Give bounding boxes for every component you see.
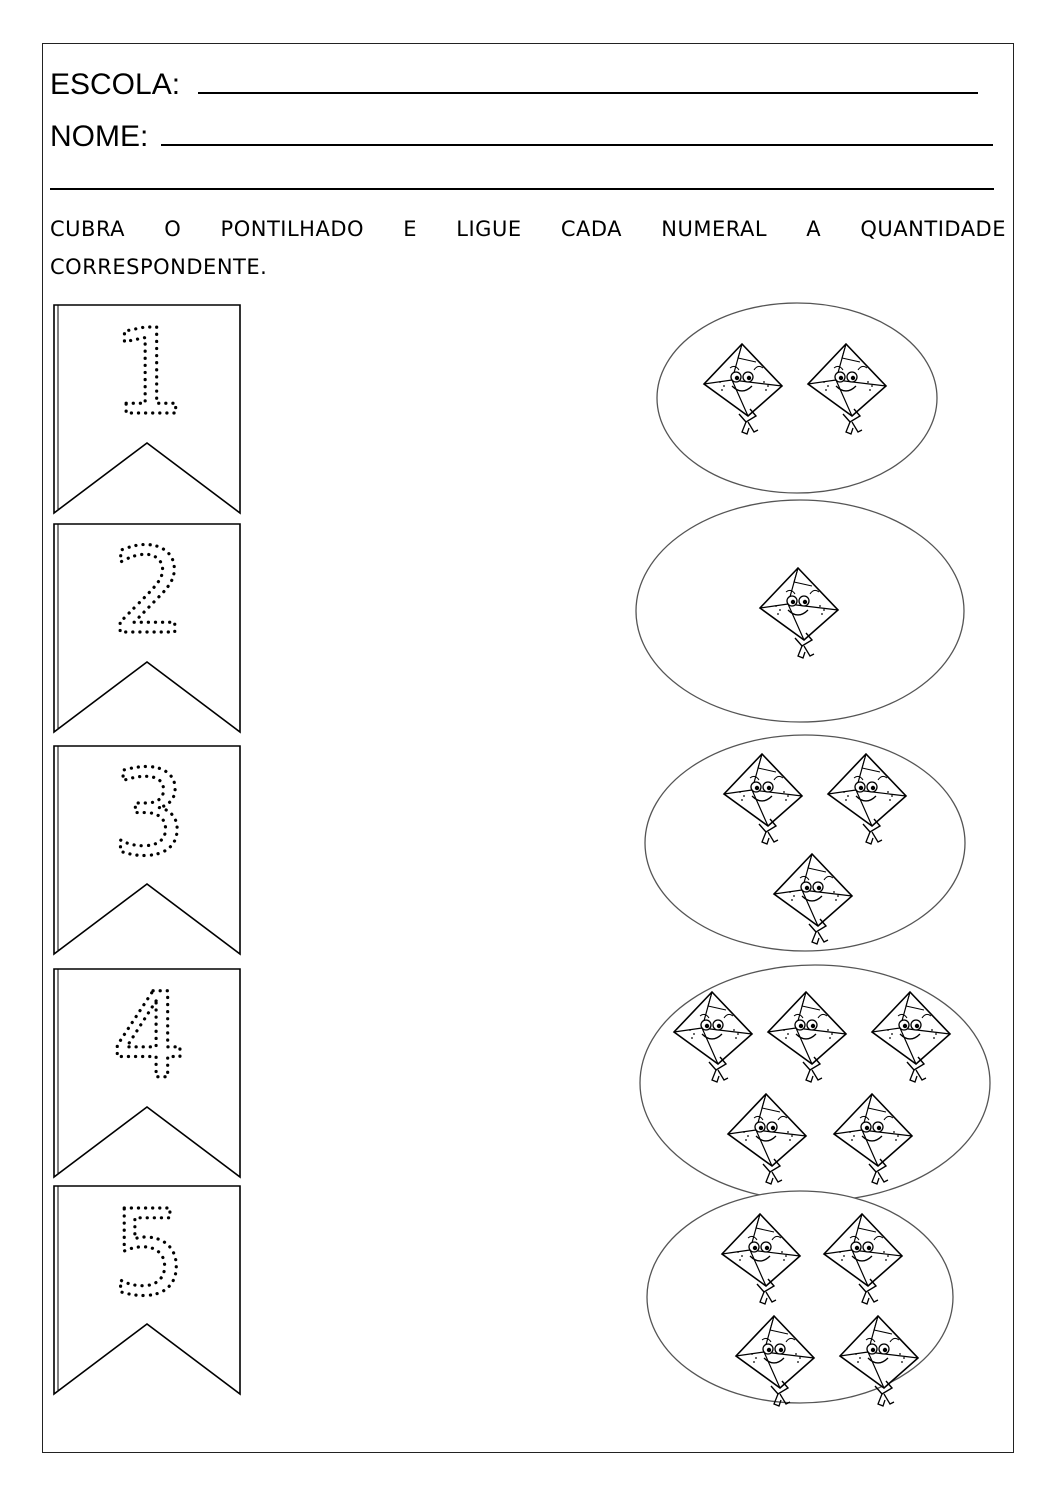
dotted-numeral[interactable]: 5 — [111, 1184, 187, 1322]
numeral-banner[interactable] — [54, 967, 240, 1177]
kite-group[interactable] — [657, 303, 937, 493]
numeral-banners — [54, 303, 240, 1394]
dotted-numeral[interactable]: 3 — [111, 744, 187, 882]
kite-groups — [636, 303, 990, 1406]
numeral-banner[interactable] — [54, 522, 240, 732]
instruction-line-2: CORRESPONDENTE. — [50, 255, 268, 279]
group-ellipse — [645, 735, 965, 951]
dotted-numeral[interactable]: 1 — [111, 303, 187, 441]
kite-group[interactable] — [647, 1191, 953, 1406]
dotted-numeral[interactable]: 4 — [111, 967, 187, 1105]
school-label: ESCOLA: — [50, 68, 181, 101]
kite-group[interactable] — [640, 965, 990, 1201]
numeral-banner[interactable] — [54, 744, 240, 954]
dotted-numeral[interactable]: 2 — [111, 522, 187, 660]
kite-group[interactable] — [645, 735, 965, 951]
numeral-banner[interactable] — [54, 303, 240, 513]
name-label: NOME: — [50, 120, 149, 153]
group-ellipse — [657, 303, 937, 493]
kite-group[interactable] — [636, 500, 964, 722]
numeral-banner[interactable] — [54, 1184, 240, 1394]
instruction-line-1: CUBRA O PONTILHADO E LIGUE CADA NUMERAL A QUANTIDADE — [50, 217, 1006, 241]
